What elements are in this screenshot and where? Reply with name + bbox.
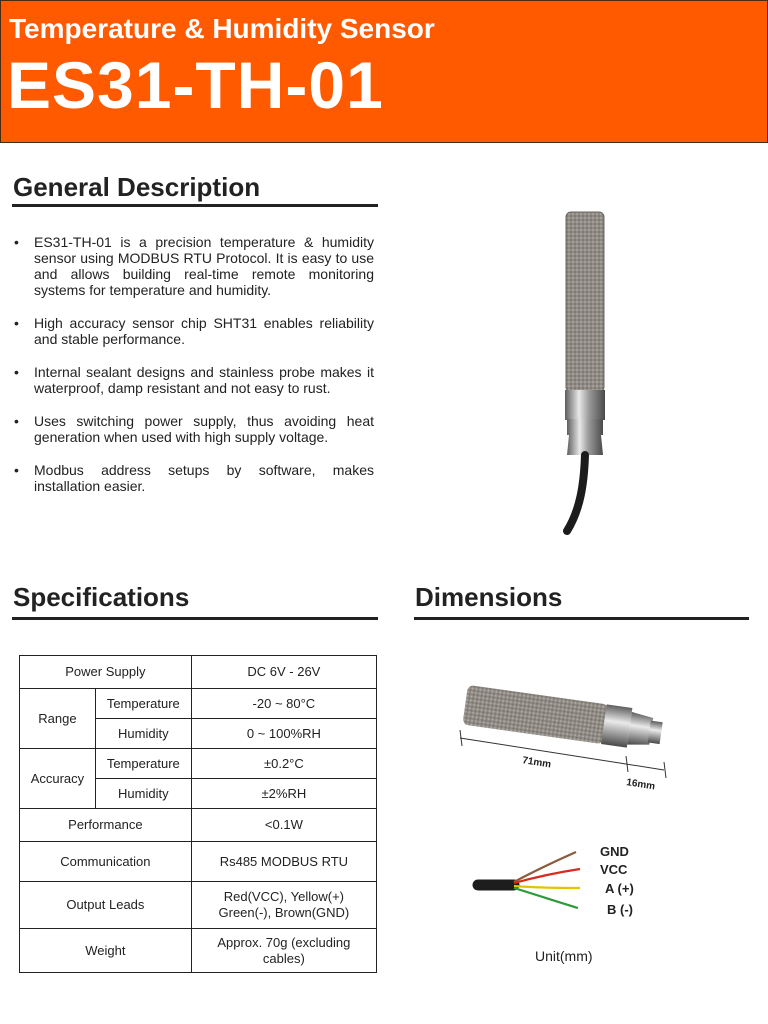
description-item: • Internal sealant designs and stainless probe makes it waterproof, damp resistant and not easy to rust.	[14, 364, 374, 396]
dimension-label-16: 16mm	[625, 777, 656, 793]
spec-value-line: Green(-), Brown(GND)	[218, 905, 350, 920]
dimensions-diagram	[440, 660, 740, 980]
product-model: ES31-TH-01	[7, 48, 384, 122]
wire-label-a: A (+)	[605, 881, 634, 896]
table-row	[20, 842, 377, 882]
spec-label: Weight	[20, 929, 192, 973]
cable	[567, 455, 585, 531]
sintered-filter	[566, 212, 604, 392]
spec-value: -20 ~ 80°C	[191, 689, 376, 719]
table-row	[20, 809, 377, 842]
table-row	[20, 882, 377, 929]
table-row	[20, 689, 377, 719]
spec-value-line: Red(VCC), Yellow(+)	[223, 889, 345, 904]
spec-value: DC 6V - 26V	[191, 656, 376, 689]
header-banner	[0, 0, 768, 143]
spec-value: ±0.2°C	[191, 749, 376, 779]
spec-sublabel: Temperature	[95, 689, 191, 719]
specifications-rule	[12, 617, 378, 620]
sensor-probe-image	[540, 205, 640, 535]
description-item: • ES31-TH-01 is a precision temperature & humidity sensor using MODBUS RTU Protocol. It is easy to use and allows building real-time remote monitoring systems for temperature and humidity.	[14, 234, 374, 298]
spec-value: 0 ~ 100%RH	[191, 719, 376, 749]
dimensions-title: Dimensions	[415, 582, 563, 612]
wire-label-b: B (-)	[607, 902, 633, 917]
table-row	[20, 656, 377, 689]
description-list	[14, 234, 374, 511]
table-row	[20, 749, 377, 779]
spec-group-label: Accuracy	[20, 749, 96, 809]
probe-collar	[565, 390, 605, 420]
specifications-title: Specifications	[13, 582, 190, 612]
dimension-line	[626, 764, 664, 770]
wire-brown	[514, 852, 576, 882]
specifications-table	[19, 655, 377, 973]
spec-value-line: cables)	[262, 950, 305, 966]
spec-group-label: Range	[20, 689, 96, 749]
dimensions-rule	[414, 617, 749, 620]
product-subtitle: Temperature & Humidity Sensor	[9, 13, 435, 44]
wire-label-vcc: VCC	[600, 862, 628, 877]
table-row	[20, 929, 377, 973]
general-description-rule	[12, 204, 378, 207]
spec-label: Output Leads	[20, 882, 192, 929]
spec-value: Rs485 MODBUS RTU	[191, 842, 376, 882]
description-item: • Uses switching power supply, thus avoiding heat generation when used with high supply voltage.	[14, 413, 374, 445]
unit-label: Unit(mm)	[535, 948, 593, 964]
wire-yellow	[514, 886, 580, 888]
dimension-label-71: 71mm	[521, 755, 552, 771]
spec-value: <0.1W	[191, 809, 376, 842]
probe-filter	[462, 685, 608, 744]
description-item: • High accuracy sensor chip SHT31 enables reliability and stable performance.	[14, 315, 374, 347]
general-description-title: General Description	[13, 172, 261, 202]
probe-collar	[601, 704, 632, 747]
spec-value	[191, 929, 376, 973]
spec-value: ±2%RH	[191, 779, 376, 809]
wire-label-gnd: GND	[600, 844, 629, 859]
spec-sublabel: Humidity	[95, 719, 191, 749]
spec-label: Performance	[20, 809, 192, 842]
spec-value-line: Approx. 70g (excluding	[217, 934, 351, 950]
spec-sublabel: Temperature	[95, 749, 191, 779]
spec-label: Communication	[20, 842, 192, 882]
spec-value	[191, 882, 376, 929]
wire-green	[514, 888, 578, 908]
description-item: • Modbus address setups by software, makes installation easier.	[14, 462, 374, 494]
spec-sublabel: Humidity	[95, 779, 191, 809]
spec-label: Power Supply	[20, 656, 192, 689]
